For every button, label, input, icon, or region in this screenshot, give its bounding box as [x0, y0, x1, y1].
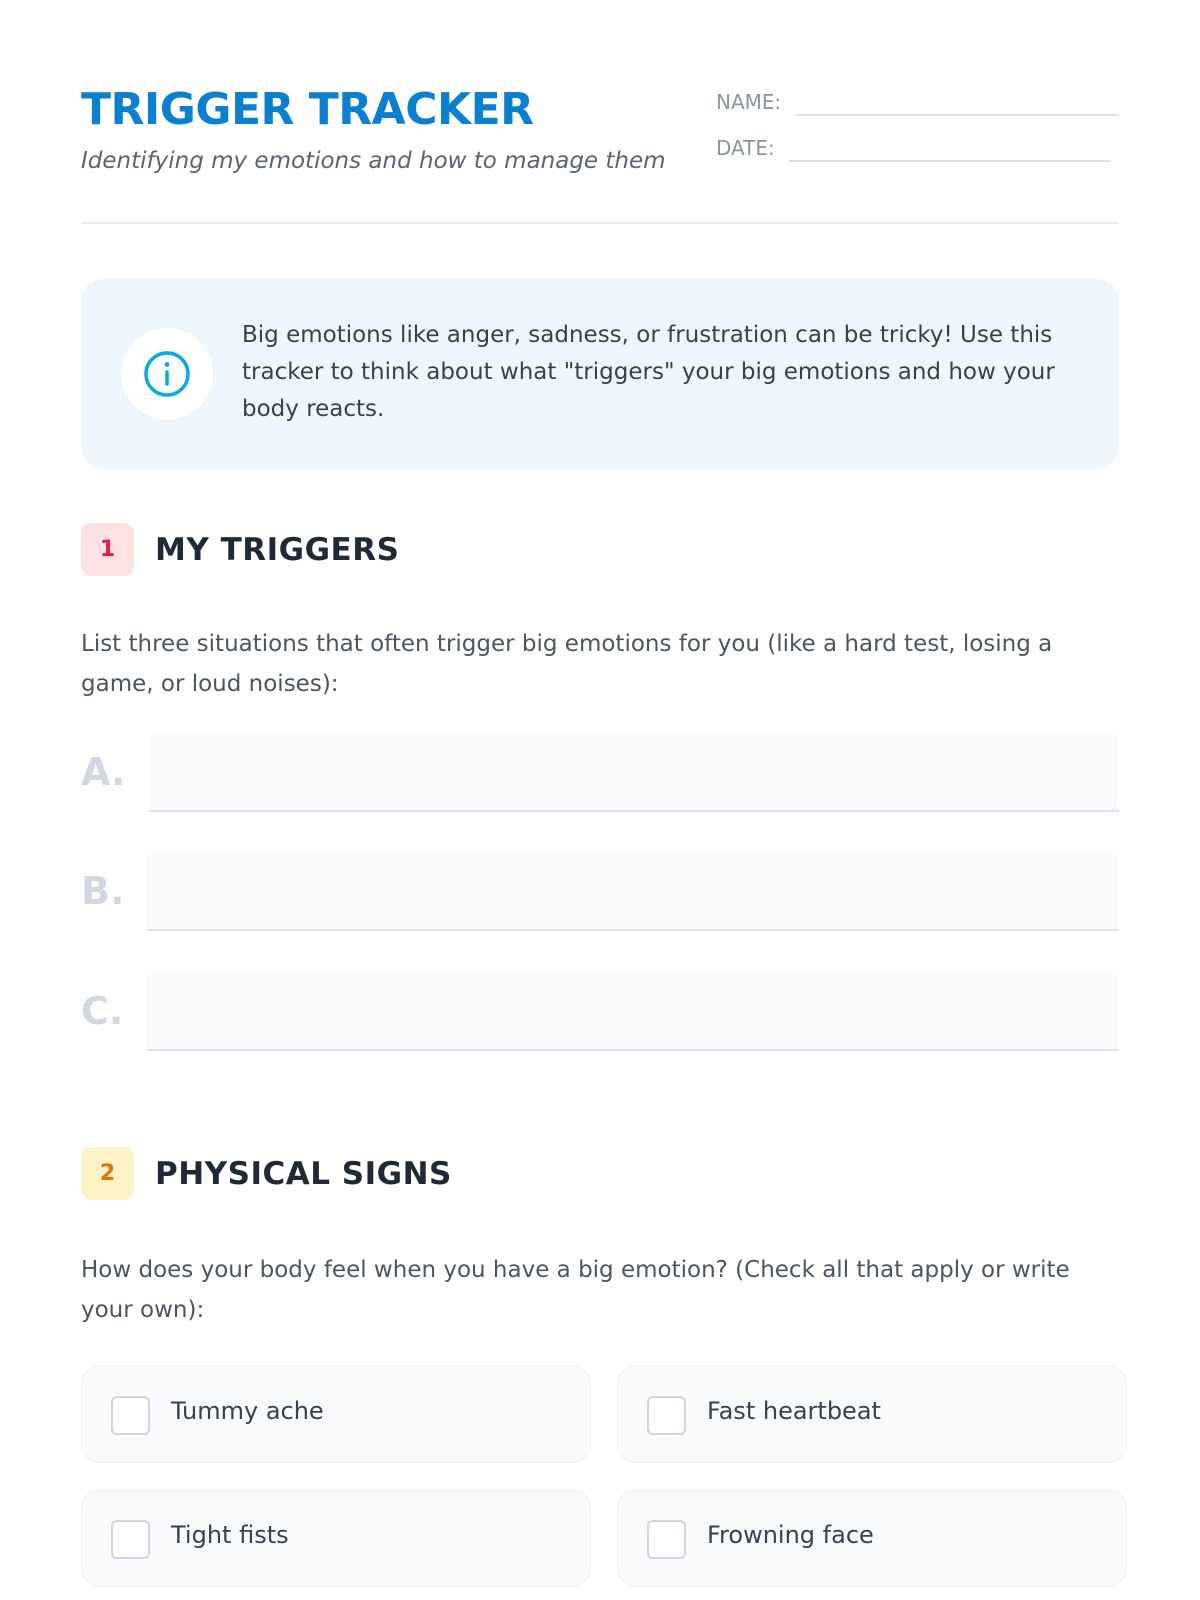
option-fast-heartbeat[interactable]	[617, 1366, 1127, 1463]
checkbox[interactable]	[111, 1520, 150, 1559]
name-row	[716, 82, 1119, 116]
info-icon	[141, 348, 193, 400]
trigger-letter: B.	[81, 869, 125, 913]
info-box	[81, 279, 1119, 469]
trigger-letter: C.	[81, 989, 124, 1033]
trigger-input-c[interactable]	[146, 971, 1119, 1051]
date-row	[716, 128, 1119, 162]
section-description: How does your body feel when you have a big emotion? (Check all that apply or write your own):	[81, 1257, 1070, 1323]
option-tight-fists[interactable]	[81, 1490, 591, 1587]
trigger-letter: A.	[81, 750, 126, 794]
option-label: Fast heartbeat	[707, 1397, 881, 1425]
checkbox[interactable]	[647, 1520, 686, 1559]
worksheet-header	[81, 80, 1119, 224]
option-label: Frowning face	[707, 1521, 874, 1549]
section-my-triggers-heading	[81, 523, 399, 576]
option-label: Tight fists	[171, 1521, 289, 1549]
section-number-badge: 1	[81, 523, 134, 576]
page-title: TRIGGER TRACKER	[81, 84, 534, 135]
info-icon-circle	[121, 328, 213, 420]
name-field[interactable]	[795, 86, 1119, 116]
info-text: Big emotions like anger, sadness, or frustration can be tricky! Use this tracker to think about what "triggers" your big emotions and how your body reacts.	[242, 322, 1055, 422]
option-frowning-face[interactable]	[617, 1490, 1127, 1587]
name-date-fields	[716, 82, 1119, 174]
option-tummy-ache[interactable]	[81, 1366, 591, 1463]
section-description: List three situations that often trigger big emotions for you (like a hard test, losing a game, or loud noises):	[81, 631, 1053, 697]
section-number-badge: 2	[81, 1147, 134, 1200]
date-field[interactable]	[789, 132, 1111, 162]
option-label: Tummy ache	[171, 1397, 324, 1425]
trigger-row-c	[81, 971, 1119, 1051]
name-label: NAME:	[716, 90, 782, 114]
trigger-input-a[interactable]	[149, 732, 1119, 812]
checkbox[interactable]	[647, 1396, 686, 1435]
trigger-row-a	[81, 732, 1119, 812]
section-physical-signs-heading	[81, 1147, 452, 1200]
date-label: DATE:	[716, 136, 775, 160]
page-subtitle: Identifying my emotions and how to manage them	[81, 148, 666, 174]
section-title: PHYSICAL SIGNS	[155, 1155, 452, 1192]
checkbox[interactable]	[111, 1396, 150, 1435]
trigger-row-b	[81, 851, 1119, 931]
trigger-input-b[interactable]	[146, 851, 1119, 931]
section-title: MY TRIGGERS	[155, 531, 400, 568]
